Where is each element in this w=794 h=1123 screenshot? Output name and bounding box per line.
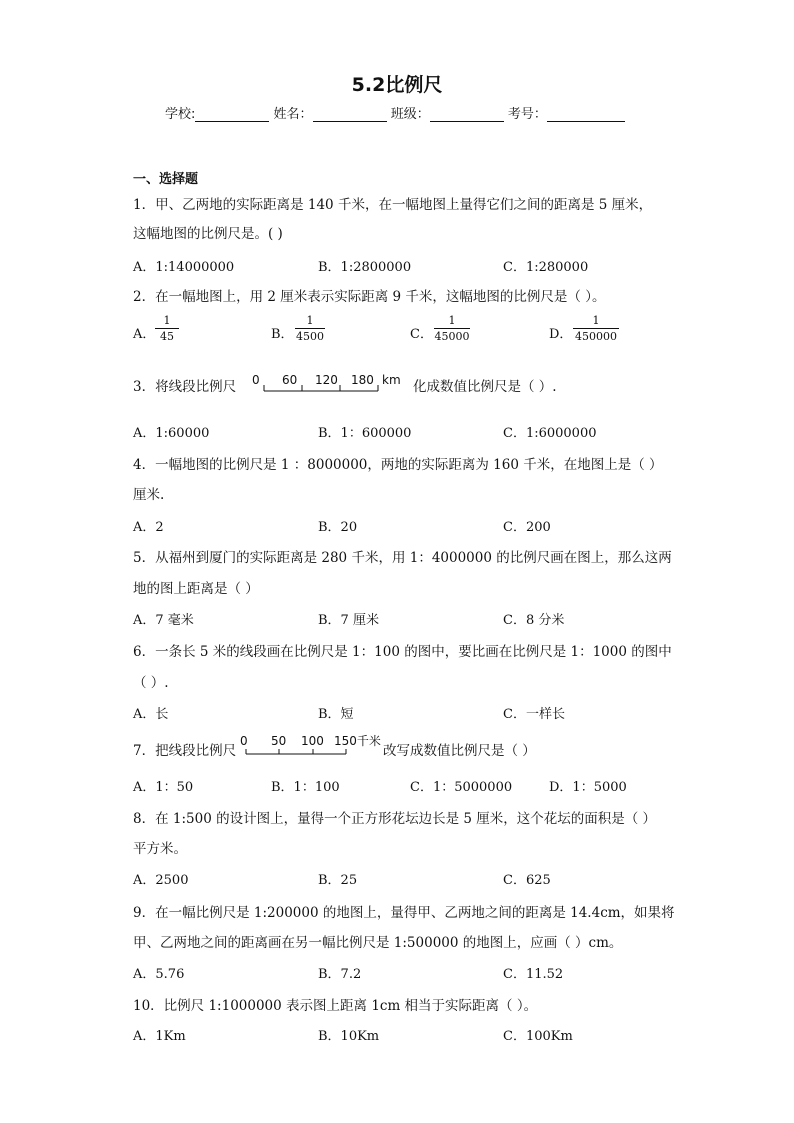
question-5-option-c[interactable]: C．8 分米: [503, 613, 565, 628]
question-6-option-b[interactable]: B．短: [318, 707, 354, 722]
question-2-option-c-fraction[interactable]: [434, 314, 470, 343]
question-2-option-a-label[interactable]: A．: [133, 327, 156, 342]
question-1-option-a[interactable]: A．1:14000000: [133, 260, 235, 275]
name-label: 姓名：: [273, 107, 313, 122]
question-2-option-a-fraction[interactable]: [155, 314, 179, 343]
question-10-option-a[interactable]: A．1Km: [133, 1029, 186, 1044]
scale-label-180: 180: [351, 373, 374, 387]
question-3-option-b[interactable]: B．1：600000: [318, 426, 412, 441]
question-1-line-1: 1．甲、乙两地的实际距离是 140 千米，在一幅地图上量得它们之间的距离是 5 厘米，: [133, 197, 653, 213]
question-9-option-c[interactable]: C．11.52: [503, 967, 564, 982]
fraction-numerator: 1: [155, 314, 179, 329]
scale-label-100: 100: [301, 734, 324, 748]
question-7-option-b[interactable]: B．1：100: [271, 780, 340, 795]
question-2-option-c-label[interactable]: C．: [410, 327, 433, 342]
question-9-option-b[interactable]: B．7.2: [318, 967, 362, 982]
question-9-line-1: 9．在一幅比例尺是 1:200000 的地图上，量得甲、乙两地之间的距离是 14.4cm，如果将: [133, 905, 675, 921]
class-blank[interactable]: [430, 107, 504, 122]
question-10-option-c[interactable]: C．100Km: [503, 1029, 573, 1044]
question-4-option-c[interactable]: C．200: [503, 520, 551, 535]
question-8-option-c[interactable]: C．625: [503, 873, 551, 888]
question-3-text-after: 化成数值比例尺是（ ）.: [413, 379, 557, 395]
question-5-line-1: 5．从福州到厦门的实际距离是 280 千米，用 1：4000000 的比例尺画在图上，那么这两: [133, 550, 672, 566]
question-8-line-2: 平方米。: [133, 841, 187, 857]
fraction-numerator: 1: [295, 314, 325, 329]
fraction-denominator: 450000: [575, 330, 617, 343]
question-7-text-before: 7．把线段比例尺: [133, 743, 237, 759]
question-2-option-d-label[interactable]: D．: [549, 327, 573, 342]
section-heading: 一、选择题: [133, 172, 199, 187]
scale-label-150: 150千米: [334, 734, 381, 748]
question-3-text-before: 3．将线段比例尺: [133, 379, 237, 395]
question-3-option-a[interactable]: A．1:60000: [133, 426, 210, 441]
fraction-numerator: 1: [434, 314, 470, 329]
question-9-option-a[interactable]: A．5.76: [133, 967, 185, 982]
question-5-line-2: 地的图上距离是（ ）: [133, 581, 259, 597]
question-9-line-2: 甲、乙两地之间的距离画在另一幅比例尺是 1:500000 的地图上，应画（ ）cm。: [133, 935, 623, 951]
question-1-line-2: 这幅地图的比例尺是。( ): [133, 226, 283, 242]
question-6-option-a[interactable]: A．长: [133, 707, 169, 722]
question-8-option-a[interactable]: A．2500: [133, 873, 189, 888]
question-6-option-c[interactable]: C．一样长: [503, 707, 565, 722]
scale-label-0: 0: [252, 373, 260, 387]
question-8-option-b[interactable]: B．25: [318, 873, 358, 888]
scale-label-unit: km: [382, 373, 401, 387]
question-7-option-a[interactable]: A．1：50: [133, 780, 194, 795]
question-4-option-b[interactable]: B．20: [318, 520, 358, 535]
student-info-row: [165, 103, 625, 122]
question-4-option-a[interactable]: A．2: [133, 520, 164, 535]
fraction-denominator: 45: [160, 330, 174, 343]
question-6-line-1: 6．一条长 5 米的线段画在比例尺是 1：100 的图中，要比画在比例尺是 1：1000 的图中: [133, 644, 672, 660]
fraction-denominator: 45000: [434, 330, 470, 343]
class-label: 班级：: [390, 107, 430, 122]
exam-number-label: 考号：: [507, 107, 547, 122]
school-label: 学校:: [165, 107, 196, 122]
question-2-option-d-fraction[interactable]: [573, 314, 619, 343]
exam-number-blank[interactable]: [547, 107, 625, 122]
question-10-option-b[interactable]: B．10Km: [318, 1029, 380, 1044]
question-4-line-2: 厘米.: [133, 487, 165, 503]
scale-label-120: 120: [315, 373, 338, 387]
question-7-option-d[interactable]: D．1：5000: [549, 780, 627, 795]
question-6-line-2: （ ）.: [133, 675, 169, 691]
question-8-line-1: 8．在 1:500 的设计图上，量得一个正方形花坛边长是 5 厘米，这个花坛的面积是（ ）: [133, 811, 657, 827]
question-7-line-scale: [238, 731, 388, 759]
scale-label-0: 0: [240, 734, 248, 748]
question-2-line-1: 2．在一幅地图上，用 2 厘米表示实际距离 9 千米，这幅地图的比例尺是（ ）。: [133, 289, 606, 305]
name-blank[interactable]: [313, 107, 387, 122]
question-2-option-b-label[interactable]: B．: [271, 327, 294, 342]
school-blank[interactable]: [195, 107, 269, 122]
scale-label-50: 50: [271, 734, 287, 748]
question-5-option-b[interactable]: B．7 厘米: [318, 613, 379, 628]
question-7-text-after: 改写成数值比例尺是（ ）: [383, 743, 536, 759]
question-1-option-b[interactable]: B．1:2800000: [318, 260, 412, 275]
fraction-numerator: 1: [573, 314, 619, 329]
question-7-option-c[interactable]: C．1：5000000: [410, 780, 513, 795]
page-title: 5.2比例尺: [351, 74, 443, 96]
fraction-denominator: 4500: [296, 330, 324, 343]
question-5-option-a[interactable]: A．7 毫米: [133, 613, 194, 628]
question-3-option-c[interactable]: C．1:6000000: [503, 426, 597, 441]
question-1-option-c[interactable]: C．1:280000: [503, 260, 589, 275]
scale-label-60: 60: [282, 373, 298, 387]
question-3-line-scale: [248, 370, 408, 396]
question-10-line-1: 10．比例尺 1:1000000 表示图上距离 1cm 相当于实际距离（ ）。: [133, 998, 538, 1014]
question-4-line-1: 4．一幅地图的比例尺是 1 ：8000000，两地的实际距离为 160 千米，在地图上是（ ）: [133, 457, 663, 473]
question-2-option-b-fraction[interactable]: [295, 314, 325, 343]
